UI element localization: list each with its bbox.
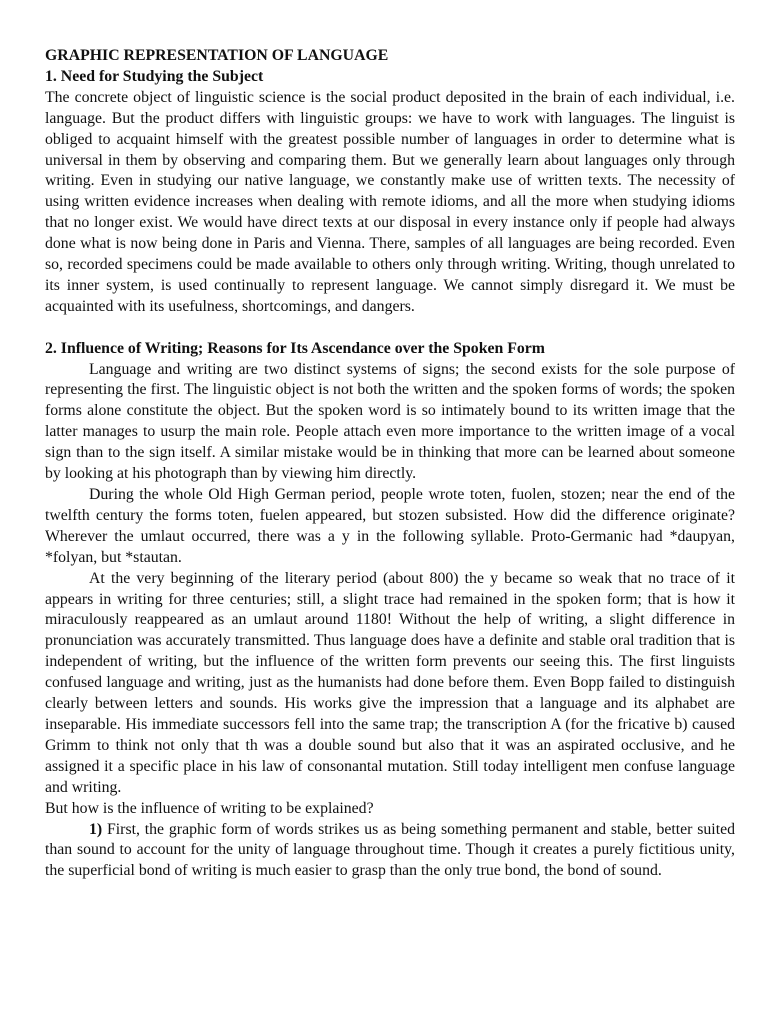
- section-1-paragraph-1: The concrete object of linguistic science is the social product deposited in the brain of each individual, i.e. language. But the product differs with linguistic groups: we have to work with languages. The linguist is obliged to acquaint himself with the greatest possible number of languages in order to determine what is universal in them by observing and comparing them. But we generally learn about languages only through writing. Even in studying our native language, we constantly make use of written texts. The necessity of using written evidence increases when dealing with remote idioms, and all the more when studying idioms that no longer exist. We would have direct texts at our disposal in every instance only if people had always done what is now being done in Paris and Vienna. There, samples of all languages are being recorded. Even so, recorded specimens could be made available to others only through writing. Writing, though unrelated to its inner system, is used continually to represent language. We cannot simply disregard it. We must be acquainted with its usefulness, shortcomings, and dangers.: [45, 88, 735, 315]
- section-2-paragraph-2: During the whole Old High German period, people wrote toten, fuolen, stozen; near the end of the twelfth century the forms toten, fuelen appeared, but stozen subsisted. How did the difference originate? Wherever the umlaut occurred, there was a y in the following syllable. Proto-Germanic had *daupyan, *folyan, but *stautan.: [45, 486, 735, 566]
- section-1-heading: 1. Need for Studying the Subject: [45, 67, 264, 85]
- section-spacer: [45, 318, 735, 339]
- document-page: [45, 46, 735, 882]
- point-1-number: 1): [89, 820, 103, 838]
- document-title: GRAPHIC REPRESENTATION OF LANGUAGE: [45, 47, 389, 64]
- point-1-text: First, the graphic form of words strikes us as being something permanent and stable, better suited than sound to account for the unity of language throughout time. Though it creates a purely fictitious unity, the superficial bond of writing is much easier to grasp than the only true bond, the bond of sound.: [45, 820, 735, 880]
- section-2-heading: 2. Influence of Writing; Reasons for Its Ascendance over the Spoken Form: [45, 339, 545, 357]
- section-2-question: But how is the influence of writing to be explained?: [45, 799, 374, 817]
- section-2-paragraph-3: At the very beginning of the literary period (about 800) the y became so weak that no trace of it appears in writing for three centuries; still, a slight trace had remained in the spoken form; that is how it miraculously reappeared as an umlaut around 1180! Without the help of writing, a slight difference in pronunciation was accurately transmitted. Thus language does have a definite and stable oral tradition that is independent of writing, but the influence of the written form prevents our seeing this. The first linguists confused language and writing, just as the humanists had done before them. Even Bopp failed to distinguish clearly between letters and sounds. His works give the impression that a language and its alphabet are inseparable. His immediate successors fell into the same trap; the transcription A (for the fricative b) caused Grimm to think not only that th was a double sound but also that it was an aspirated occlusive, and he assigned it a specific place in his law of consonantal mutation. Still today intelligent men confuse language and writing.: [45, 569, 735, 796]
- section-2-point-1: [45, 820, 735, 883]
- section-2-paragraph-1: Language and writing are two distinct systems of signs; the second exists for the sole purpose of representing the first. The linguistic object is not both the written and the spoken forms of words; the spoken forms alone constitute the object. But the spoken word is so intimately bound to its written image that the latter manages to usurp the main role. People attach even more importance to the written image of a vocal sign than to the sign itself. A similar mistake would be in thinking that more can be learned about someone by looking at his photograph than by viewing him directly.: [45, 360, 735, 483]
